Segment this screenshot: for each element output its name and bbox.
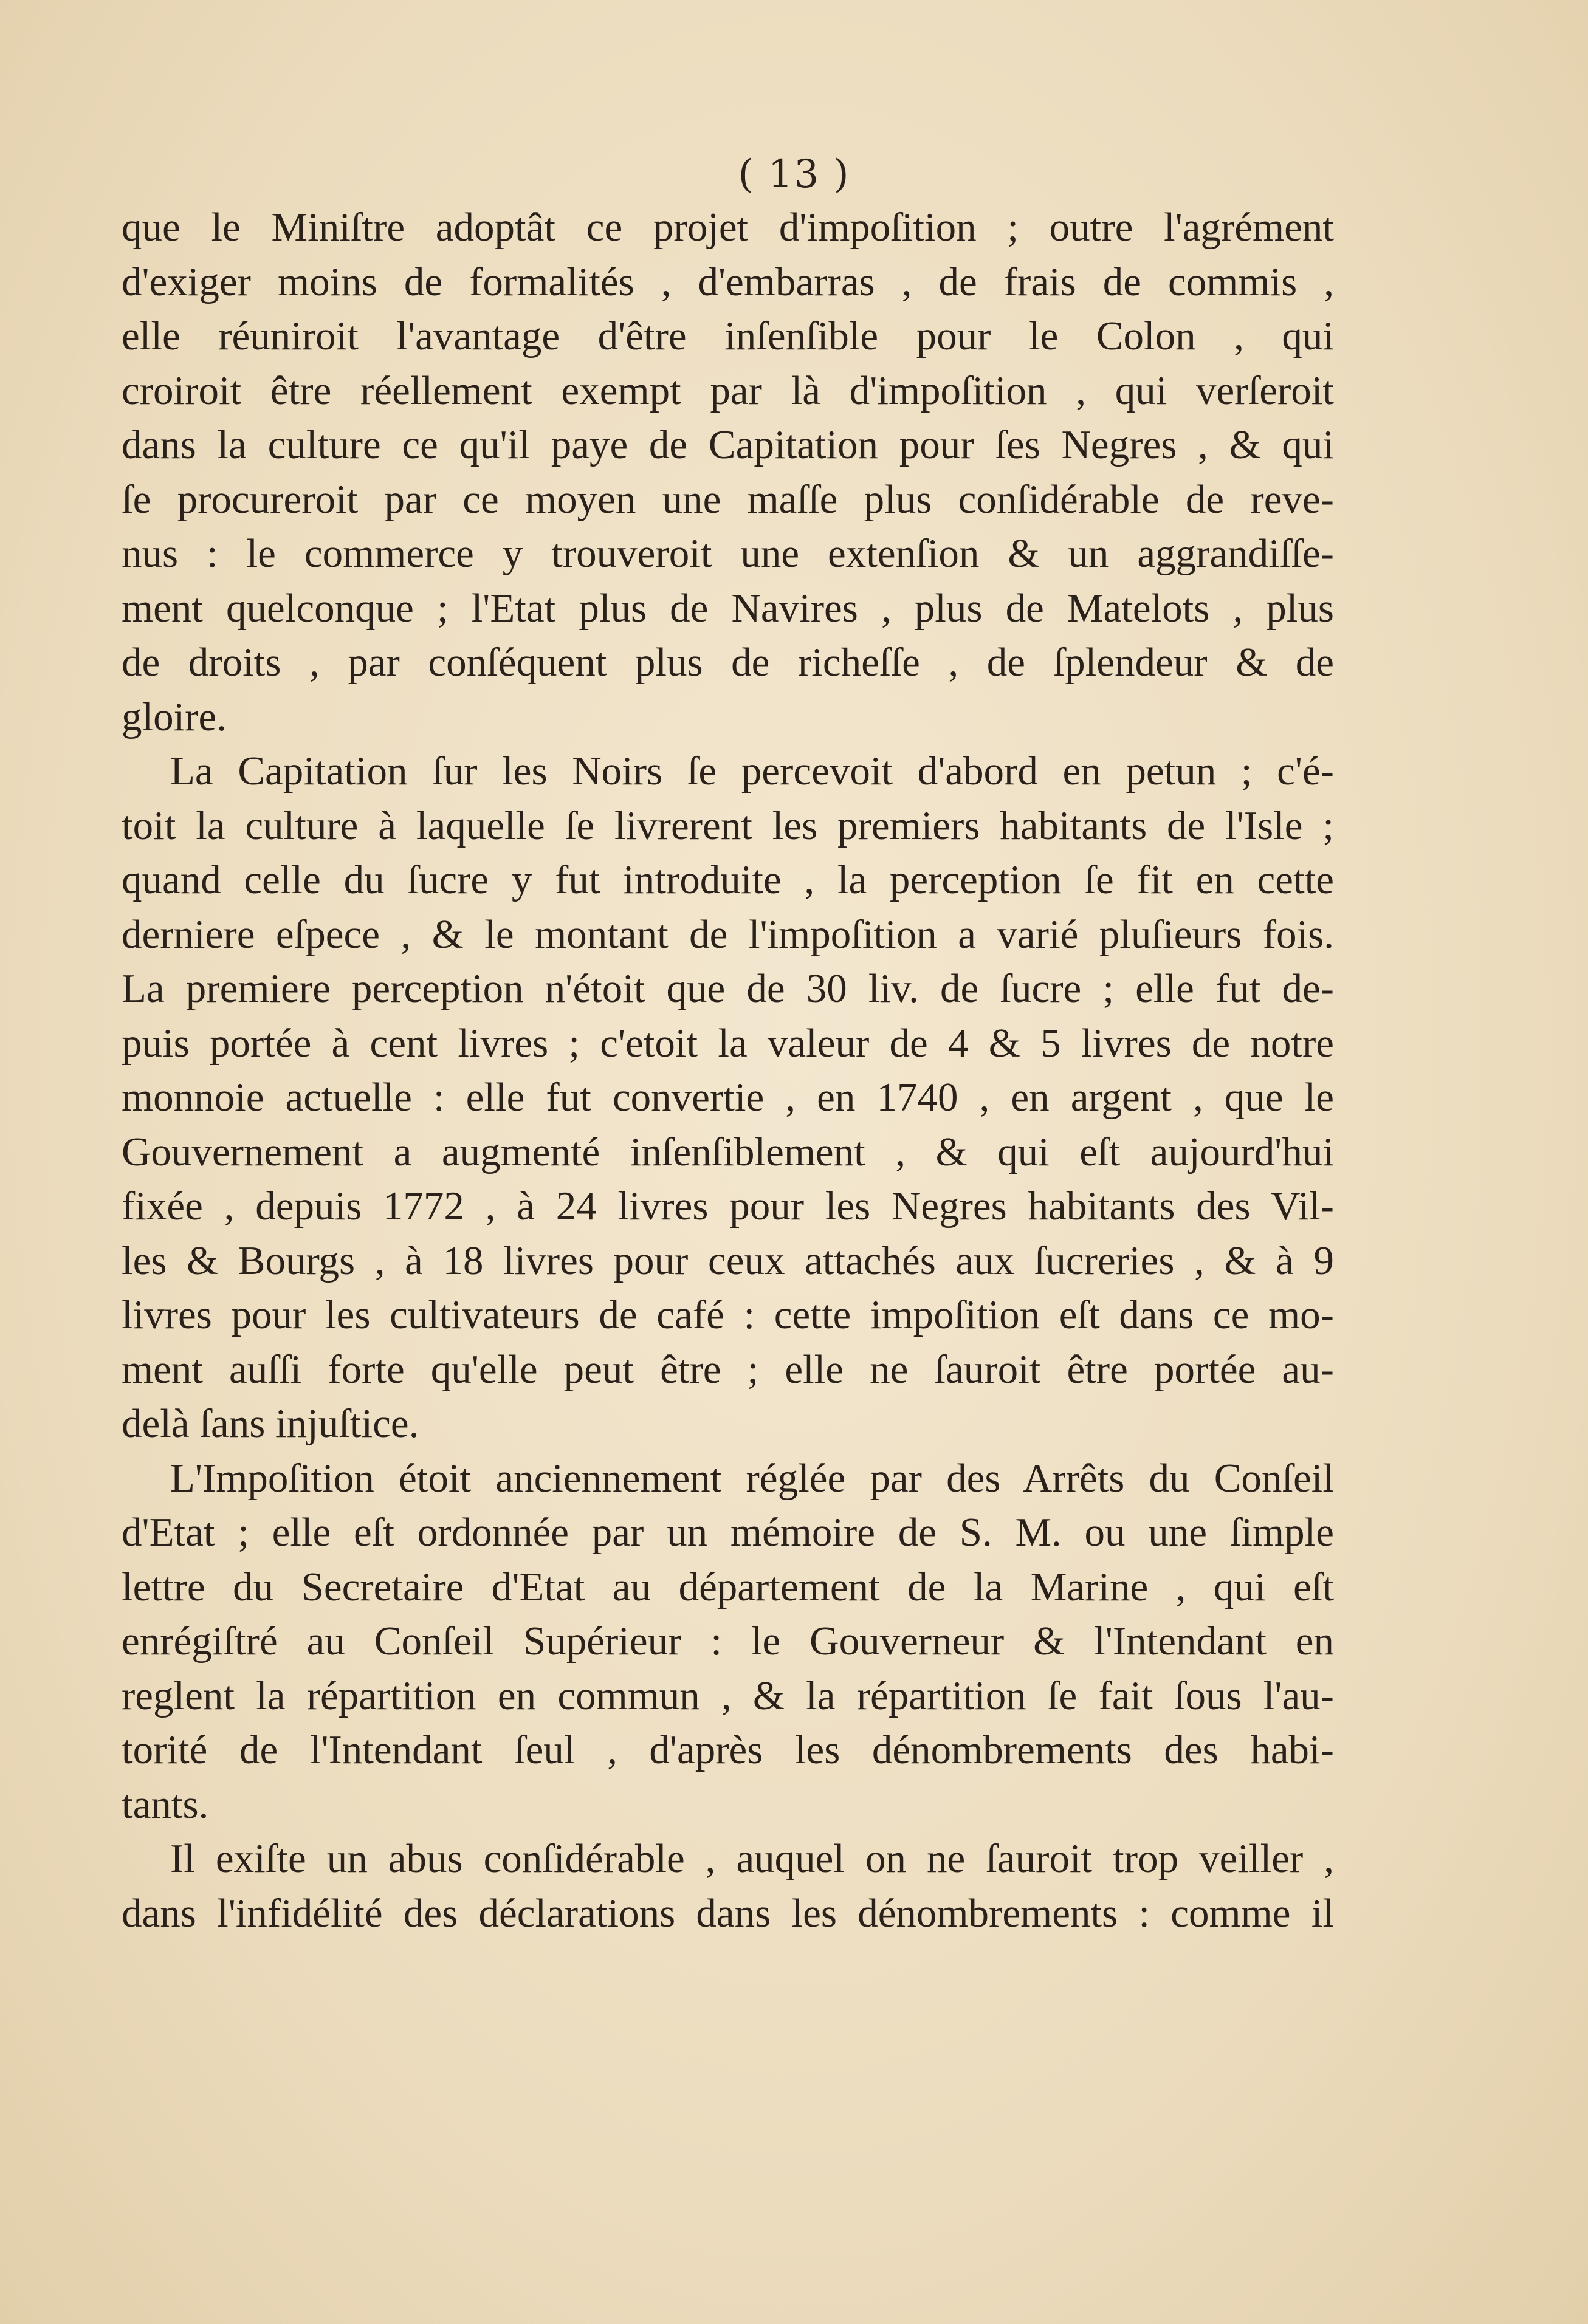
text-line: lettre du Secretaire d'Etat au département de la Marine , qui eſt <box>122 1564 1334 1609</box>
text-line: La premiere perception n'étoit que de 30 liv. de ſucre ; elle fut de- <box>122 966 1334 1011</box>
text-line: La Capitation ſur les Noirs ſe percevoit d'abord en petun ; c'é- <box>170 749 1334 794</box>
text-line: gloire. <box>122 694 227 739</box>
text-line: L'Impoſition étoit anciennement réglée par des Arrêts du Conſeil <box>170 1455 1334 1501</box>
paragraph-1 <box>122 201 1334 744</box>
text-line: reglent la répartition en commun , & la répartition ſe fait ſous l'au- <box>122 1673 1334 1718</box>
text-line: toit la culture à laquelle ſe livrerent les premiers habitants de l'Isle ; <box>122 803 1334 848</box>
text-line: que le Miniſtre adoptât ce projet d'impoſition ; outre l'agrément <box>122 205 1334 250</box>
paragraph-2 <box>122 744 1334 1452</box>
text-line: d'Etat ; elle eſt ordonnée par un mémoire de S. M. ou une ſimple <box>122 1510 1334 1555</box>
text-line: les & Bourgs , à 18 livres pour ceux attachés aux ſucreries , & à 9 <box>122 1238 1334 1283</box>
text-line: fixée , depuis 1772 , à 24 livres pour les Negres habitants des Vil- <box>122 1184 1334 1229</box>
text-line: torité de l'Intendant ſeul , d'après les dénombrements des habi- <box>122 1727 1334 1772</box>
text-line: dans la culture ce qu'il paye de Capitation pour ſes Negres , & qui <box>122 422 1334 467</box>
text-line: enrégiſtré au Conſeil Supérieur : le Gouverneur & l'Intendant en <box>122 1619 1334 1664</box>
text-line: croiroit être réellement exempt par là d'impoſition , qui verſeroit <box>122 368 1334 413</box>
text-line: derniere eſpece , & le montant de l'impoſition a varié pluſieurs fois. <box>122 911 1334 957</box>
text-line: d'exiger moins de formalités , d'embarras , de frais de commis , <box>122 259 1334 304</box>
text-line: quand celle du ſucre y fut introduite , la perception ſe fit en cette <box>122 857 1334 902</box>
paragraph-4 <box>122 1832 1334 1941</box>
body-text <box>122 201 1334 1941</box>
text-line: ſe procureroit par ce moyen une maſſe plus conſidérable de reve- <box>122 476 1334 522</box>
text-line: dans l'infidélité des déclarations dans les dénombrements : comme il <box>122 1890 1334 1936</box>
text-line: puis portée à cent livres ; c'etoit la valeur de 4 & 5 livres de notre <box>122 1020 1334 1066</box>
text-line: nus : le commerce y trouveroit une extenſion & un aggrandiſſe- <box>122 531 1334 576</box>
text-line: monnoie actuelle : elle fut convertie , en 1740 , en argent , que le <box>122 1075 1334 1120</box>
page-number: ( 13 ) <box>738 152 850 197</box>
text-line: Gouvernement a augmenté inſenſiblement , & qui eſt aujourd'hui <box>122 1129 1334 1174</box>
text-line: elle réuniroit l'avantage d'être inſenſible pour le Colon , qui <box>122 314 1334 358</box>
text-line: livres pour les cultivateurs de café : cette impoſition eſt dans ce mo- <box>122 1292 1334 1337</box>
text-line: tants. <box>122 1781 209 1827</box>
text-line: delà ſans injuſtice. <box>122 1401 419 1446</box>
paragraph-3 <box>122 1452 1334 1832</box>
text-line: ment auſſi forte qu'elle peut être ; elle ne ſauroit être portée au- <box>122 1346 1334 1392</box>
text-line: Il exiſte un abus conſidérable , auquel on ne ſauroit trop veiller , <box>170 1836 1334 1881</box>
text-line: de droits , par conſéquent plus de richeſſe , de ſplendeur & de <box>122 640 1334 685</box>
text-line: ment quelconque ; l'Etat plus de Navires , plus de Matelots , plus <box>122 585 1334 631</box>
